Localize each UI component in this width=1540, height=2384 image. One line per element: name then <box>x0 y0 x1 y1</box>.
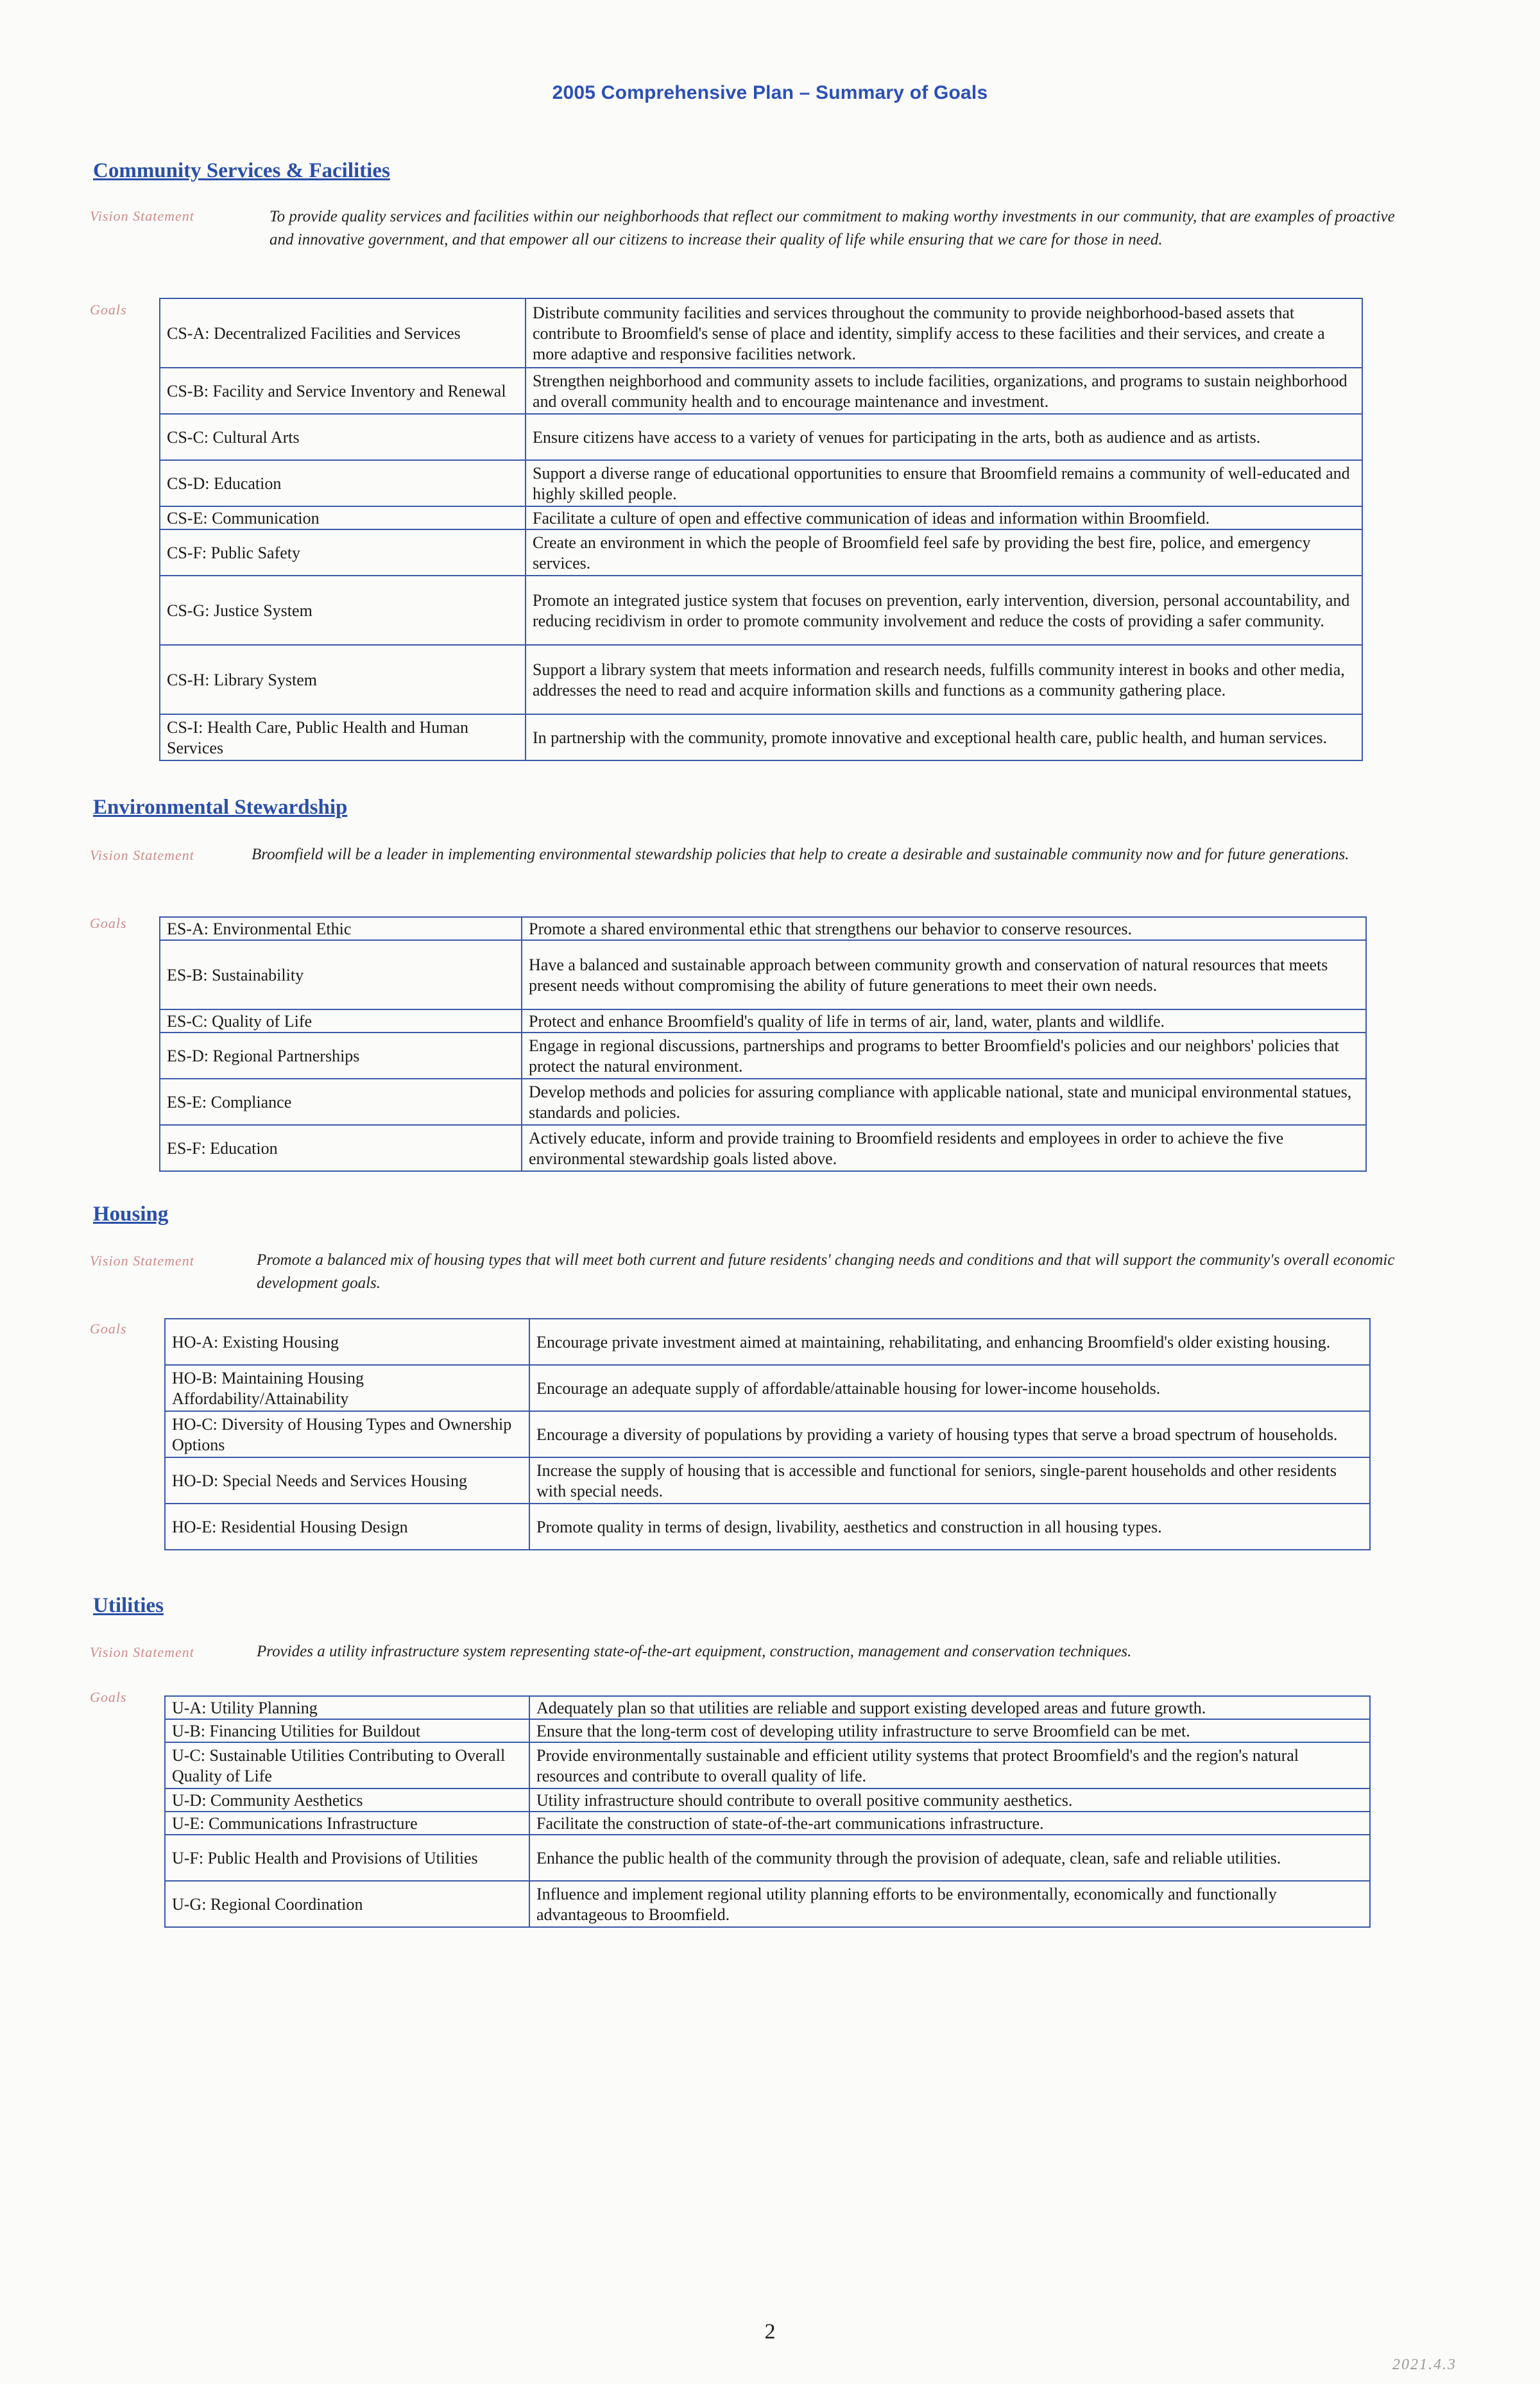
goal-code: CS-H: Library System <box>160 645 526 714</box>
goal-description: Support a library system that meets information and research needs, fulfills community interest in books and other media, addresses the need to read and acquire information skills and functions as a community gathering place. <box>526 645 1362 714</box>
table-row <box>165 1411 1370 1457</box>
goal-description: Promote a shared environmental ethic that strengthens our behavior to conserve resources. <box>522 917 1366 940</box>
goals-table <box>164 1318 1371 1550</box>
table-row <box>160 576 1362 645</box>
goal-code: HO-D: Special Needs and Services Housing <box>165 1457 529 1504</box>
goal-description: Encourage private investment aimed at maintaining, rehabilitating, and enhancing Broomfield's older existing housing. <box>529 1319 1370 1365</box>
vision-statement: Provides a utility infrastructure system representing state-of-the-art equipment, construction, management and conservation techniques. <box>257 1643 1132 1660</box>
goals-table <box>164 1695 1371 1928</box>
goal-code: HO-C: Diversity of Housing Types and Ownership Options <box>165 1411 529 1457</box>
goal-code: ES-D: Regional Partnerships <box>160 1033 522 1079</box>
goal-code: CS-F: Public Safety <box>160 529 526 576</box>
table-row <box>160 645 1362 714</box>
goal-description: Promote quality in terms of design, livability, aesthetics and construction in all housing types. <box>529 1504 1370 1550</box>
table-row <box>160 917 1366 940</box>
goal-description: In partnership with the community, promote innovative and exceptional health care, public health, and human services. <box>526 714 1362 760</box>
goals-label: Goals <box>90 1321 127 1337</box>
goal-description: Provide environmentally sustainable and efficient utility systems that protect Broomfield's and the region's natural resources and contribute to overall quality of life. <box>529 1742 1370 1788</box>
goals-label: Goals <box>90 1689 127 1705</box>
goals-label: Goals <box>90 915 127 931</box>
goal-description: Encourage an adequate supply of affordable/attainable housing for lower-income households. <box>529 1365 1370 1411</box>
goal-code: ES-B: Sustainability <box>160 940 522 1009</box>
page-title: 2005 Comprehensive Plan – Summary of Goals <box>552 82 988 103</box>
goal-code: U-F: Public Health and Provisions of Utilities <box>165 1835 529 1881</box>
table-row <box>160 714 1362 760</box>
goal-description: Strengthen neighborhood and community assets to include facilities, organizations, and programs to sustain neighborhood and overall community health and to encourage maintenance and investment. <box>526 368 1362 414</box>
table-row <box>160 298 1362 368</box>
table-row <box>165 1696 1370 1719</box>
table-row <box>160 414 1362 460</box>
table-row <box>160 460 1362 506</box>
goals-label: Goals <box>90 302 127 318</box>
goal-description: Distribute community facilities and services throughout the community to provide neighborhood-based assets that contribute to Broomfield's sense of place and identity, simplify access to these facilities and their services, and create a more adaptive and responsive facilities network. <box>526 298 1362 368</box>
table-row <box>160 368 1362 414</box>
goal-code: ES-E: Compliance <box>160 1079 522 1125</box>
table-row <box>160 940 1366 1009</box>
table-row <box>165 1504 1370 1550</box>
goal-description: Engage in regional discussions, partnerships and programs to better Broomfield's policies and our neighbors' policies that protect the natural environment. <box>522 1033 1366 1079</box>
goal-description: Influence and implement regional utility planning efforts to be environmentally, economically and functionally advantageous to Broomfield. <box>529 1881 1370 1927</box>
goal-code: CS-B: Facility and Service Inventory and Renewal <box>160 368 526 414</box>
goal-description: Facilitate the construction of state-of-the-art communications infrastructure. <box>529 1812 1370 1835</box>
table-row <box>160 1079 1366 1125</box>
vision-statement: Broomfield will be a leader in implementing environmental stewardship policies that help to create a desirable and sustainable community now and for future generations. <box>252 846 1349 863</box>
goal-description: Actively educate, inform and provide training to Broomfield residents and employees in order to achieve the five environmental stewardship goals listed above. <box>522 1125 1366 1171</box>
vision-label: Vision Statement <box>90 208 194 224</box>
table-row <box>165 1742 1370 1788</box>
table-row <box>160 1125 1366 1171</box>
section-title: Utilities <box>93 1594 164 1617</box>
goal-description: Protect and enhance Broomfield's quality of life in terms of air, land, water, plants and wildlife. <box>522 1009 1366 1033</box>
vision-label: Vision Statement <box>90 1644 194 1660</box>
goal-code: HO-A: Existing Housing <box>165 1319 529 1365</box>
goal-code: CS-I: Health Care, Public Health and Human Services <box>160 714 526 760</box>
table-row <box>165 1881 1370 1927</box>
section-title: Environmental Stewardship <box>93 796 348 819</box>
table-row <box>165 1835 1370 1881</box>
goal-code: ES-A: Environmental Ethic <box>160 917 522 940</box>
handwritten-date-stamp: 2021.4.3 <box>1392 2356 1457 2373</box>
goal-description: Ensure citizens have access to a variety of venues for participating in the arts, both as audience and as artists. <box>526 414 1362 460</box>
vision-statement: To provide quality services and facilities within our neighborhoods that reflect our commitment to making worthy investments in our community, that are examples of proactive and innovative government, and that empower all our citizens to increase their quality of life while ensuring that we care for those in need. <box>270 208 1395 248</box>
table-row <box>165 1457 1370 1504</box>
goal-code: ES-F: Education <box>160 1125 522 1171</box>
table-row <box>160 506 1362 529</box>
goal-code: U-A: Utility Planning <box>165 1696 529 1719</box>
goal-code: CS-G: Justice System <box>160 576 526 645</box>
table-row <box>160 1033 1366 1079</box>
table-row <box>165 1365 1370 1411</box>
table-row <box>165 1319 1370 1365</box>
vision-label: Vision Statement <box>90 1253 194 1269</box>
goal-description: Support a diverse range of educational opportunities to ensure that Broomfield remains a community of well-educated and highly skilled people. <box>526 460 1362 506</box>
table-row <box>160 529 1362 576</box>
goal-description: Enhance the public health of the community through the provision of adequate, clean, safe and reliable utilities. <box>529 1835 1370 1881</box>
goal-code: ES-C: Quality of Life <box>160 1009 522 1033</box>
page-number: 2 <box>764 2320 776 2344</box>
goal-code: CS-D: Education <box>160 460 526 506</box>
table-row <box>165 1812 1370 1835</box>
goal-description: Encourage a diversity of populations by providing a variety of housing types that serve a broad spectrum of households. <box>529 1411 1370 1457</box>
section-title: Community Services & Facilities <box>93 159 390 182</box>
goal-code: U-E: Communications Infrastructure <box>165 1812 529 1835</box>
goals-table <box>159 916 1367 1172</box>
goal-description: Promote an integrated justice system that focuses on prevention, early intervention, diversion, personal accountability, and reducing recidivism in order to promote community involvement and reduce the costs of providing a safer community. <box>526 576 1362 645</box>
goals-table <box>159 298 1363 761</box>
goal-code: U-C: Sustainable Utilities Contributing to Overall Quality of Life <box>165 1742 529 1788</box>
vision-statement: Promote a balanced mix of housing types that will meet both current and future residents' changing needs and conditions and that will support the community's overall economic development goals. <box>257 1251 1395 1292</box>
vision-label: Vision Statement <box>90 847 194 863</box>
goal-description: Adequately plan so that utilities are reliable and support existing developed areas and future growth. <box>529 1696 1370 1719</box>
goal-code: U-D: Community Aesthetics <box>165 1788 529 1812</box>
goal-code: HO-E: Residential Housing Design <box>165 1504 529 1550</box>
goal-code: CS-A: Decentralized Facilities and Services <box>160 298 526 368</box>
goal-code: HO-B: Maintaining Housing Affordability/Attainability <box>165 1365 529 1411</box>
goal-description: Increase the supply of housing that is accessible and functional for seniors, single-parent households and other residents with special needs. <box>529 1457 1370 1504</box>
goal-description: Utility infrastructure should contribute to overall positive community aesthetics. <box>529 1788 1370 1812</box>
goal-code: CS-E: Communication <box>160 506 526 529</box>
goal-code: U-G: Regional Coordination <box>165 1881 529 1927</box>
goal-description: Create an environment in which the people of Broomfield feel safe by providing the best fire, police, and emergency services. <box>526 529 1362 576</box>
goal-description: Develop methods and policies for assuring compliance with applicable national, state and municipal environmental statues, standards and policies. <box>522 1079 1366 1125</box>
goal-description: Have a balanced and sustainable approach between community growth and conservation of natural resources that meets present needs without compromising the ability of future generations to meet their own needs. <box>522 940 1366 1009</box>
goal-description: Ensure that the long-term cost of developing utility infrastructure to serve Broomfield can be met. <box>529 1719 1370 1742</box>
goal-description: Facilitate a culture of open and effective communication of ideas and information within Broomfield. <box>526 506 1362 529</box>
table-row <box>160 1009 1366 1033</box>
table-row <box>165 1719 1370 1742</box>
goal-code: CS-C: Cultural Arts <box>160 414 526 460</box>
table-row <box>165 1788 1370 1812</box>
goal-code: U-B: Financing Utilities for Buildout <box>165 1719 529 1742</box>
section-title: Housing <box>93 1203 169 1226</box>
